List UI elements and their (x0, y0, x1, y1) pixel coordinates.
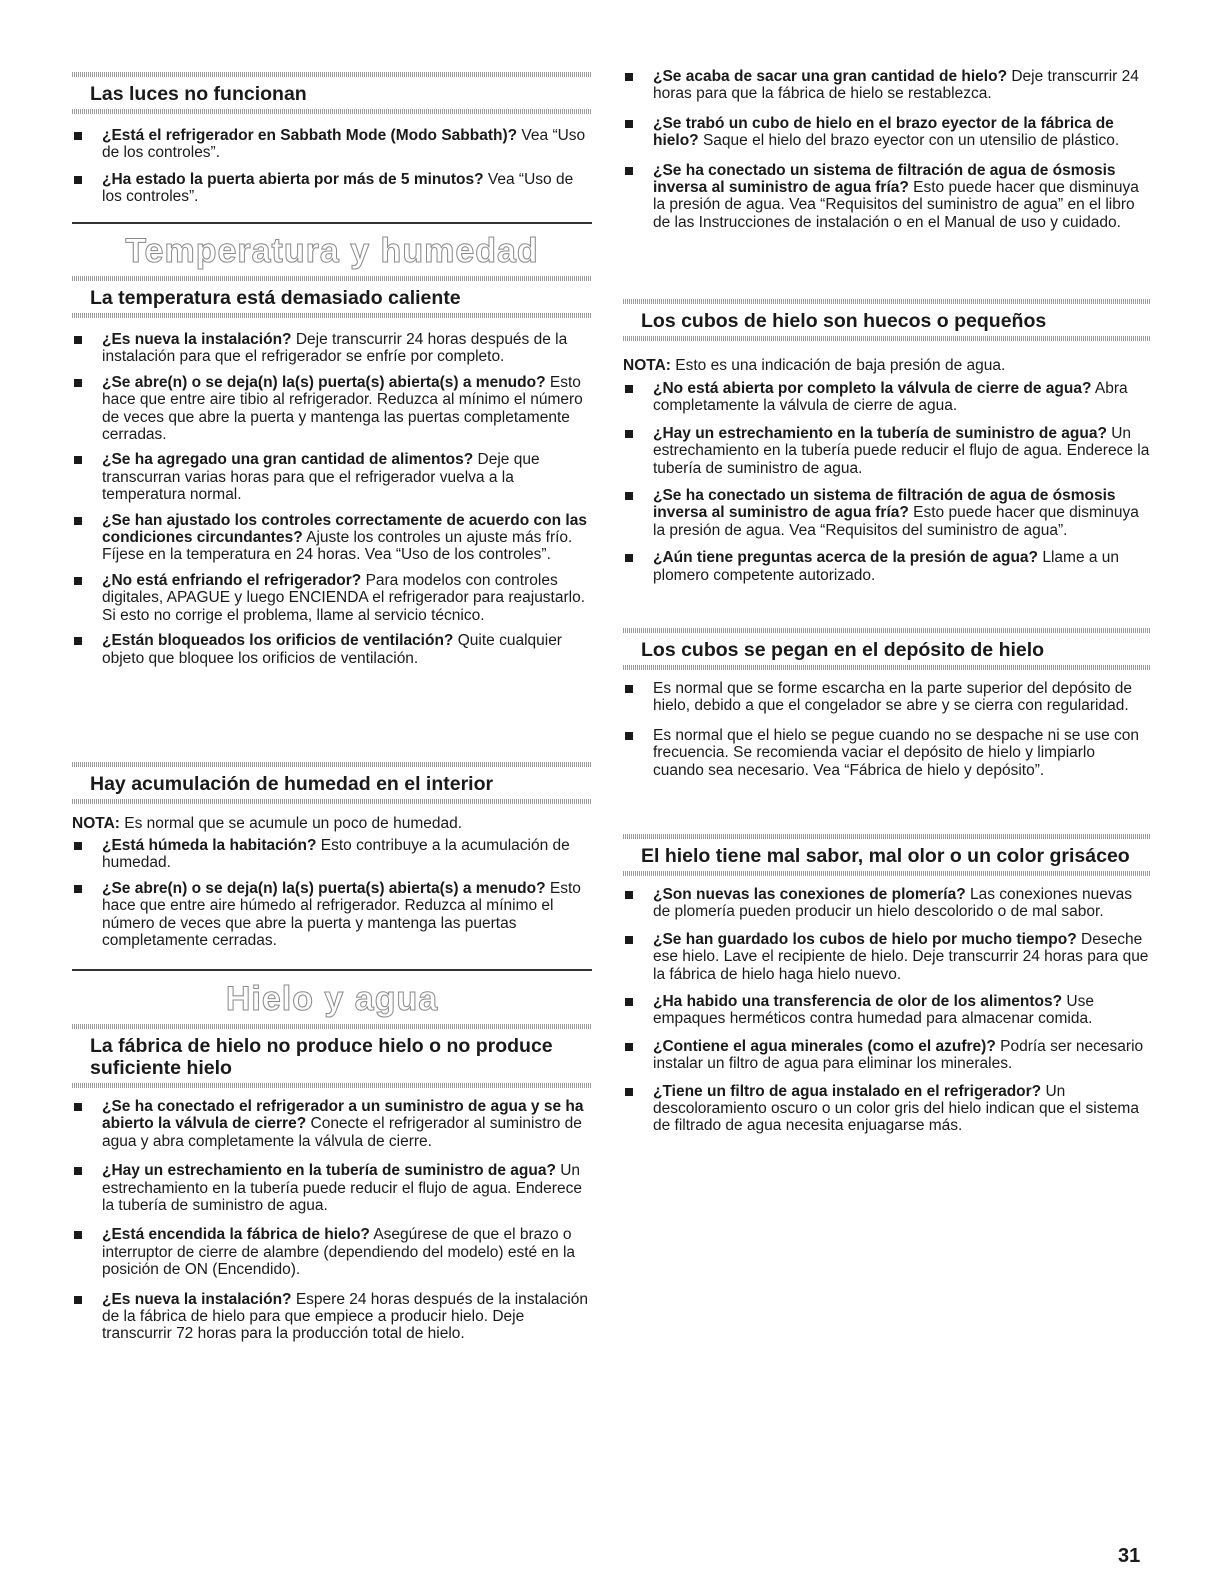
list-item (623, 425, 1150, 477)
list-top (623, 68, 1150, 231)
item-answer: Un descoloramiento oscuro o un color gris del hielo indican que el sistema de filtrado de agua necesita enjuagarse más. (653, 1082, 1139, 1135)
section-title: El hielo tiene mal sabor, mal olor o un color grisáceo (641, 845, 1130, 867)
list-item (72, 1226, 592, 1278)
item-question: ¿Se ha conectado un sistema de filtración de agua de ósmosis inversa al suministro de agua fría? (653, 161, 1116, 197)
bullet-square-icon (74, 132, 82, 140)
item-question: ¿Se acaba de sacar una gran cantidad de hielo? (653, 68, 1008, 85)
item-answer: Deseche ese hielo. Lave el recipiente de hielo. Deje transcurrir 24 horas para que la fábrica de hielo haga hielo nuevo. (653, 930, 1149, 983)
item-question: ¿Aún tiene preguntas acerca de la presión de agua? (653, 549, 1039, 567)
list-temperatura (72, 331, 592, 667)
note-text: Es normal que se acumule un poco de humedad. (124, 815, 463, 832)
banner-text: Temperatura y humedad (125, 232, 539, 270)
bullet-square-icon (625, 1088, 633, 1096)
bullet-square-icon (625, 554, 633, 562)
section-luces (72, 72, 592, 114)
section-title: La temperatura está demasiado caliente (90, 287, 461, 309)
item-question: ¿Está húmeda la habitación? (102, 837, 317, 854)
item-question: ¿Tiene un filtro de agua instalado en el refrigerador? (653, 1082, 1042, 1100)
list-item (623, 727, 1150, 779)
list-huecos (623, 380, 1150, 584)
item-question: ¿Están bloqueados los orificios de ventilación? (102, 632, 454, 650)
list-item (72, 837, 592, 872)
bullet-square-icon (74, 176, 82, 184)
item-answer: Esto puede hacer que disminuya la presión de agua. Vea “Requisitos del suministro de agua”. (653, 504, 1139, 539)
item-question: ¿Se han guardado los cubos de hielo por mucho tiempo? (653, 930, 1077, 948)
list-item (72, 880, 592, 950)
bullet-square-icon (625, 492, 633, 500)
section-temperatura (72, 276, 592, 318)
note-huecos (623, 357, 1150, 374)
section-humedad (72, 762, 592, 804)
list-item (72, 572, 592, 624)
item-answer: Esto puede hacer que disminuya la presión de agua. Vea “Requisitos del suministro de agua” en el libro de las Instrucciones de instalación o en el Manual de uso y cuidado. (653, 179, 1139, 231)
item-question: ¿Es nueva la instalación? (102, 1290, 292, 1308)
item-answer: Asegúrese de que el brazo o interruptor de cierre de alambre (dependiendo del modelo) esté en la posición de ON (Encendido). (102, 1226, 576, 1279)
hatch-divider (72, 1083, 592, 1088)
list-item (72, 127, 592, 162)
bullet-square-icon (625, 1043, 633, 1051)
list-sabor (623, 886, 1150, 1135)
list-item (72, 331, 592, 366)
list-item (72, 512, 592, 564)
item-answer: Las conexiones nuevas de plomería pueden producir un hielo descolorido o de mal sabor. (653, 886, 1133, 921)
bullet-square-icon (625, 167, 633, 175)
bullet-square-icon (74, 379, 82, 387)
item-question: ¿Ha habido una transferencia de olor de los alimentos? (653, 993, 1063, 1011)
item-answer: Podría ser necesario instalar un filtro de agua para eliminar los minerales. (653, 1037, 1144, 1073)
item-answer: Esto hace que entre aire húmedo al refrigerador. Reduzca al mínimo el número de veces que abre la puerta y mantenga las puertas completamente cerradas. (102, 879, 581, 950)
item-answer: Abra completamente la válvula de cierre de agua. (653, 380, 1128, 415)
list-item (623, 549, 1150, 584)
list-item (623, 1038, 1150, 1073)
section-title: Los cubos se pegan en el depósito de hielo (641, 639, 1045, 661)
bullet-square-icon (74, 1231, 82, 1239)
hatch-divider (623, 665, 1150, 670)
item-answer: Llame a un plomero competente autorizado. (653, 549, 1120, 584)
note-text: Esto es una indicación de baja presión de agua. (675, 357, 1006, 374)
banner-temperatura (72, 232, 592, 271)
item-answer: Espere 24 horas después de la instalación de la fábrica de hielo para que empiece a producir hielo. Deje transcurrir 72 horas para la producción total de hielo. (102, 1290, 588, 1343)
bullet-square-icon (74, 637, 82, 645)
bullet-square-icon (625, 120, 633, 128)
item-answer: Un estrechamiento en la tubería puede reducir el flujo de agua. Enderece la tubería de suministro de agua. (653, 424, 1150, 477)
list-pegan (623, 680, 1150, 779)
list-item (623, 162, 1150, 232)
section-huecos (623, 299, 1150, 341)
item-answer: Deje transcurrir 24 horas para que la fábrica de hielo se restablezca. (653, 68, 1139, 103)
list-humedad (72, 837, 592, 949)
section-title: Hay acumulación de humedad en el interior (90, 773, 494, 795)
hatch-divider (72, 313, 592, 318)
list-item (72, 1162, 592, 1214)
item-answer: Saque el hielo del brazo eyector con un utensilio de plástico. (702, 132, 1120, 150)
bullet-square-icon (74, 456, 82, 464)
item-question: ¿Se abre(n) o se deja(n) la(s) puerta(s) abierta(s) a menudo? (102, 879, 546, 897)
hatch-divider (72, 109, 592, 114)
note-humedad (72, 815, 592, 832)
item-answer: Ajuste los controles un ajuste más frío. Fíjese en la temperatura en 24 horas. Vea “Uso de los controles”. (102, 529, 573, 564)
list-item (623, 487, 1150, 539)
bullet-square-icon (625, 936, 633, 944)
list-item (72, 451, 592, 503)
bullet-square-icon (74, 885, 82, 893)
item-answer: Deje transcurrir 24 horas después de la instalación para que el refrigerador se enfríe por completo. (102, 331, 568, 366)
item-question: ¿Está encendida la fábrica de hielo? (102, 1226, 370, 1244)
list-item (623, 1083, 1150, 1135)
list-item (623, 380, 1150, 415)
list-item (623, 680, 1150, 715)
item-answer: Un estrechamiento en la tubería puede reducir el flujo de agua. Enderece la tubería de suministro de agua. (102, 1162, 582, 1215)
bullet-square-icon (625, 430, 633, 438)
list-item (623, 68, 1150, 103)
section-pegan (623, 628, 1150, 670)
note-label: NOTA: (72, 815, 120, 832)
list-item (72, 374, 592, 444)
item-answer: Es normal que el hielo se pegue cuando no se despache ni se use con frecuencia. Se recomienda vaciar el depósito de hielo y limpiarlo cuando sea necesario. Vea “Fábrica de hielo y depósito”. (653, 726, 1140, 779)
item-question: ¿Se ha agregado una gran cantidad de alimentos? (102, 451, 474, 469)
item-question: ¿No está enfriando el refrigerador? (102, 571, 362, 589)
list-item (623, 115, 1150, 150)
list-item (623, 931, 1150, 983)
section-title: Los cubos de hielo son huecos o pequeños (641, 310, 1047, 332)
bullet-square-icon (74, 1103, 82, 1111)
list-item (72, 1098, 592, 1150)
bullet-square-icon (625, 73, 633, 81)
section-title: La fábrica de hielo no produce hielo o no produce suficiente hielo (90, 1035, 553, 1079)
bullet-square-icon (74, 1296, 82, 1304)
item-answer: Conecte el refrigerador al suministro de agua y abra completamente la válvula de cierre. (102, 1115, 582, 1150)
item-question: ¿Es nueva la instalación? (102, 331, 292, 348)
item-answer: Para modelos con controles digitales, APAGUE y luego ENCIENDA el refrigerador para reajustarlo. Si esto no corrige el problema, llame al servicio técnico. (102, 571, 586, 624)
section-rule (72, 969, 592, 971)
bullet-square-icon (625, 891, 633, 899)
list-item (72, 1291, 592, 1343)
item-answer: Vea “Uso de los controles”. (102, 127, 586, 162)
section-fabrica (72, 1024, 592, 1088)
item-question: ¿Se ha conectado el refrigerador a un suministro de agua y se ha abierto la válvula de cierre? (102, 1098, 584, 1133)
item-question: ¿Contiene el agua minerales (como el azufre)? (653, 1037, 996, 1055)
bullet-square-icon (74, 1167, 82, 1175)
item-question: ¿Hay un estrechamiento en la tubería de suministro de agua? (653, 424, 1107, 442)
hatch-divider (623, 336, 1150, 341)
item-question: ¿Se han ajustado los controles correctamente de acuerdo con las condiciones circundantes? (102, 511, 587, 547)
item-answer: Esto hace que entre aire tibio al refrigerador. Reduzca al mínimo el número de veces que abre la puerta y mantenga las puertas completamente cerradas. (102, 373, 583, 444)
item-answer: Use empaques herméticos contra humedad para almacenar comida. (653, 993, 1094, 1028)
bullet-square-icon (625, 385, 633, 393)
item-answer: Esto contribuye a la acumulación de humedad. (102, 837, 570, 872)
hatch-divider (72, 799, 592, 804)
item-question: ¿No está abierta por completo la válvula de cierre de agua? (653, 380, 1092, 397)
item-answer: Es normal que se forme escarcha en la parte superior del depósito de hielo, debido a que el congelador se abre y se cierra con regularidad. (653, 680, 1133, 715)
item-answer: Quite cualquier objeto que bloquee los orificios de ventilación. (102, 632, 562, 667)
banner-text: Hielo y agua (225, 980, 439, 1018)
section-title: Las luces no funcionan (90, 83, 307, 105)
section-sabor (623, 834, 1150, 876)
bullet-square-icon (74, 842, 82, 850)
bullet-square-icon (74, 517, 82, 525)
list-item (623, 886, 1150, 921)
item-question: ¿Está el refrigerador en Sabbath Mode (Modo Sabbath)? (102, 127, 518, 144)
item-answer: Vea “Uso de los controles”. (102, 170, 574, 206)
list-item (623, 993, 1150, 1028)
item-question: ¿Hay un estrechamiento en la tubería de suministro de agua? (102, 1162, 556, 1180)
item-answer: Deje que transcurran varias horas para que el refrigerador vuelva a la temperatura normal. (102, 451, 540, 504)
hatch-divider (623, 871, 1150, 876)
item-question: ¿Se abre(n) o se deja(n) la(s) puerta(s) abierta(s) a menudo? (102, 373, 546, 391)
section-rule (72, 222, 592, 224)
bullet-square-icon (625, 732, 633, 740)
item-question: ¿Se trabó un cubo de hielo en el brazo eyector de la fábrica de hielo? (653, 114, 1114, 150)
list-item (72, 171, 592, 206)
note-label: NOTA: (623, 357, 671, 374)
list-item (72, 632, 592, 667)
item-question: ¿Ha estado la puerta abierta por más de 5 minutos? (102, 170, 484, 188)
bullet-square-icon (74, 336, 82, 344)
item-question: ¿Se ha conectado un sistema de filtración de agua de ósmosis inversa al suministro de agua fría? (653, 487, 1116, 522)
banner-hielo (72, 980, 592, 1019)
bullet-square-icon (625, 998, 633, 1006)
bullet-square-icon (74, 577, 82, 585)
bullet-square-icon (625, 685, 633, 693)
page-number: 31 (1118, 1545, 1141, 1567)
list-luces (72, 127, 592, 206)
list-fabrica (72, 1098, 592, 1343)
item-question: ¿Son nuevas las conexiones de plomería? (653, 886, 966, 903)
